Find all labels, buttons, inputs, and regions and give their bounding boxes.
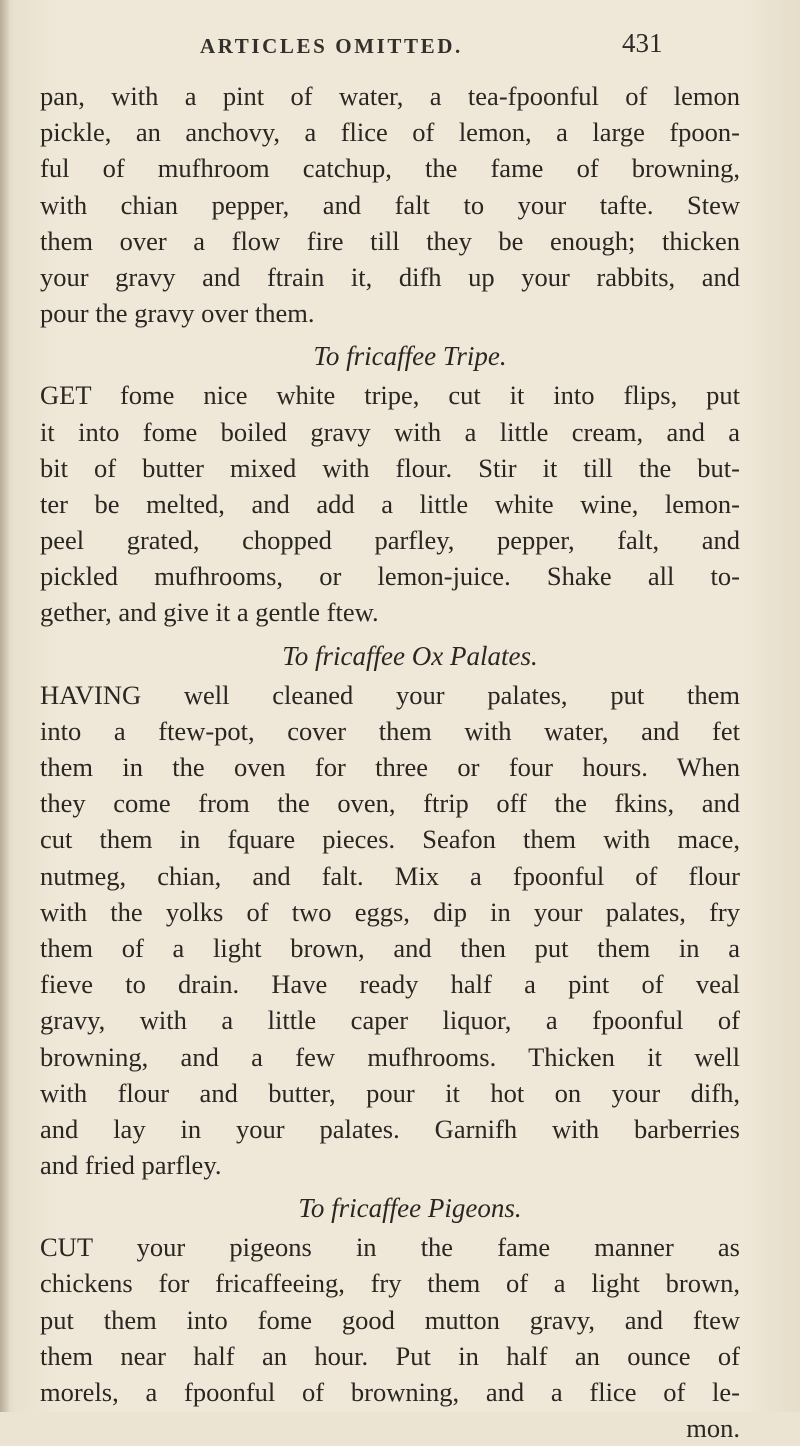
text-line: ter be melted, and add a little white wine, lemon- [40,488,740,519]
text-line: peel grated, chopped parfley, pepper, falt, and [40,525,740,556]
text-line: cut them in fquare pieces. Seafon them with mace, [40,824,740,855]
text-line: CUT your pigeons in the fame manner as [40,1232,740,1263]
text-line: put them into fome good mutton gravy, and ftew [40,1304,740,1335]
running-head: ARTICLES OMITTED. [200,34,463,58]
text-line: gether, and give it a gentle ftew. [40,597,379,628]
page-number: 431 [622,28,663,58]
text-line: nutmeg, chian, and falt. Mix a fpoonful of flour [40,860,740,891]
text-line: them of a light brown, and then put them in a [40,932,740,963]
text-line: pour the gravy over them. [40,298,315,329]
text-line: with chian pepper, and falt to your tafte. Stew [40,189,740,220]
text-line: them near half an hour. Put in half an ounce of [40,1340,740,1371]
page-gutter-shadow [0,0,10,1412]
text-line: and fried parfley. [40,1150,222,1181]
text-line: they come from the oven, ftrip off the fkins, and [40,788,740,819]
text-line: into a ftew-pot, cover them with water, and fet [40,715,740,746]
text-line: bit of butter mixed with flour. Stir it till the but- [40,452,740,483]
text-line: fieve to drain. Have ready half a pint of veal [40,969,740,1000]
text-line: it into fome boiled gravy with a little cream, and a [40,416,740,447]
text-line: mon. [686,1413,740,1444]
text-line: browning, and a few mufhrooms. Thicken it well [40,1041,740,1072]
text-line: with flour and butter, pour it hot on your difh, [40,1077,740,1108]
text-line: with the yolks of two eggs, dip in your palates, fry [40,896,740,927]
text-line: them over a flow fire till they be enough; thicken [40,225,740,256]
text-line: pickle, an anchovy, a flice of lemon, a large fpoon- [40,117,740,148]
text-line: GET fome nice white tripe, cut it into flips, put [40,380,740,411]
recipe-heading: To fricaffee Tripe. [313,341,507,372]
recipe-text [40,78,740,1446]
page-header [0,28,800,68]
text-line: HAVING well cleaned your palates, put them [40,679,740,710]
text-line: pan, with a pint of water, a tea-fpoonful of lemon [40,81,740,111]
text-line: chickens for fricaffeeing, fry them of a light brown, [40,1268,740,1299]
text-line: and lay in your palates. Garnifh with barberries [40,1113,740,1144]
text-line: them in the oven for three or four hours. When [40,752,740,782]
recipe-heading: To fricaffee Pigeons. [298,1193,522,1224]
recipe-heading: To fricaffee Ox Palates. [282,640,538,671]
text-line: ful of mufhroom catchup, the fame of browning, [40,153,740,184]
text-line: pickled mufhrooms, or lemon-juice. Shake all to- [40,561,740,592]
text-line: your gravy and ftrain it, difh up your rabbits, and [40,261,740,292]
text-line: morels, a fpoonful of browning, and a flice of le- [40,1377,740,1407]
text-line: gravy, with a little caper liquor, a fpoonful of [40,1005,740,1036]
